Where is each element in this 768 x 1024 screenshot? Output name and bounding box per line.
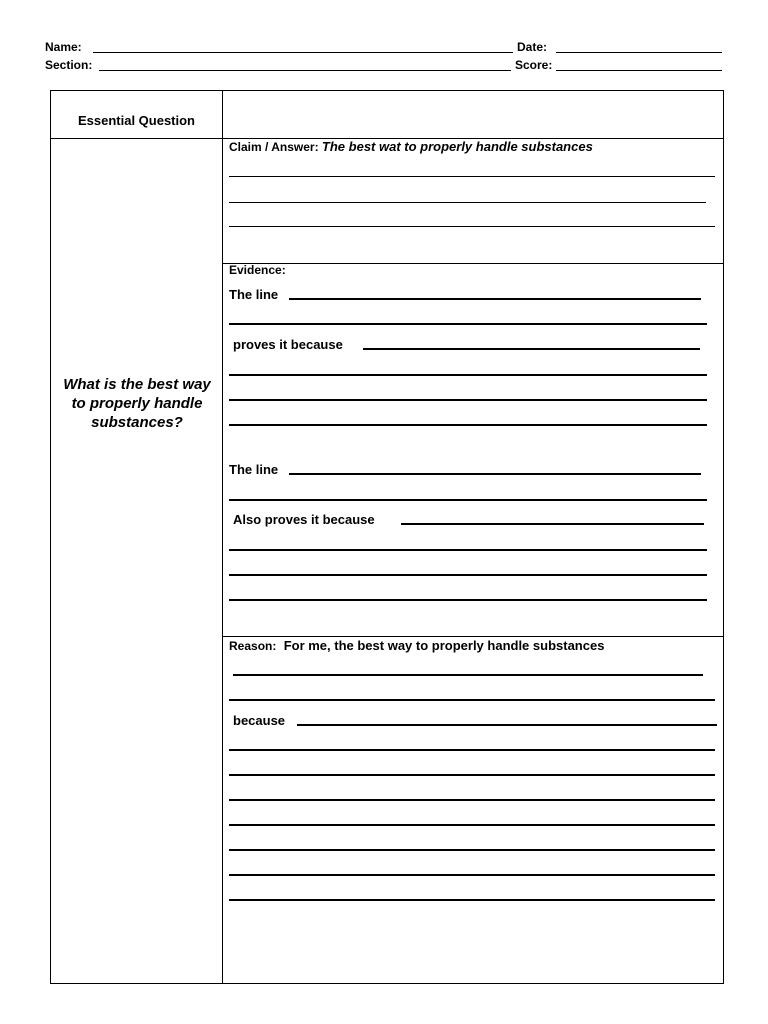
essential-question-label: Essential Question xyxy=(77,113,196,128)
evidence-also-proves-field[interactable] xyxy=(401,523,704,525)
evidence-also-proves-line-3[interactable] xyxy=(229,574,707,576)
evidence-line1-field-2[interactable] xyxy=(229,323,707,325)
evidence-line1-field[interactable] xyxy=(289,298,701,300)
essential-question-text: What is the best way to properly handle substances? xyxy=(63,376,211,431)
date-label: Date: xyxy=(517,40,548,54)
reason-label-row xyxy=(229,638,604,654)
column-divider xyxy=(222,91,223,983)
reason-because-line-5[interactable] xyxy=(229,824,715,826)
reason-line-2[interactable] xyxy=(229,699,715,701)
evidence-proves-line-4[interactable] xyxy=(229,424,707,426)
reason-line-1[interactable] xyxy=(233,674,703,676)
evidence-reason-divider xyxy=(222,636,723,637)
section-field[interactable] xyxy=(99,70,511,71)
reason-because-label: because xyxy=(233,713,286,728)
evidence-also-proves-line-4[interactable] xyxy=(229,599,707,601)
evidence-proves-line-2[interactable] xyxy=(229,374,707,376)
reason-because-line-4[interactable] xyxy=(229,799,715,801)
date-field[interactable] xyxy=(556,52,722,53)
cer-table xyxy=(50,90,724,984)
reason-label: Reason: xyxy=(229,639,277,653)
header-row-name xyxy=(45,40,723,56)
score-field[interactable] xyxy=(556,70,722,71)
claim-answer-line-2[interactable] xyxy=(229,202,706,203)
claim-answer-line-3[interactable] xyxy=(229,226,715,227)
evidence-line2-field-2[interactable] xyxy=(229,499,707,501)
score-label: Score: xyxy=(515,58,553,72)
evidence-label: Evidence: xyxy=(229,263,286,277)
evidence-line1-label: The line xyxy=(229,287,279,302)
claim-evidence-divider xyxy=(222,263,723,264)
evidence-also-proves-label: Also proves it because xyxy=(233,512,375,527)
header-row-section xyxy=(45,58,723,74)
evidence-also-proves-line-2[interactable] xyxy=(229,549,707,551)
section-label: Section: xyxy=(45,58,93,72)
evidence-line2-field[interactable] xyxy=(289,473,701,475)
reason-because-field[interactable] xyxy=(297,724,717,726)
reason-because-line-2[interactable] xyxy=(229,749,715,751)
name-field[interactable] xyxy=(93,52,513,53)
evidence-line2-label: The line xyxy=(229,462,279,477)
reason-because-line-6[interactable] xyxy=(229,849,715,851)
evidence-proves-label: proves it because xyxy=(233,337,343,352)
claim-label: Claim / Answer: xyxy=(229,140,319,154)
reason-because-line-8[interactable] xyxy=(229,899,715,901)
name-label: Name: xyxy=(45,40,82,54)
reason-because-line-7[interactable] xyxy=(229,874,715,876)
claim-prompt: The best wat to properly handle substances xyxy=(321,139,593,154)
claim-answer-line-1[interactable] xyxy=(229,176,715,177)
claim-label-row xyxy=(229,139,593,155)
reason-prompt: For me, the best way to properly handle substances xyxy=(283,638,605,653)
evidence-proves-field[interactable] xyxy=(363,348,700,350)
evidence-proves-line-3[interactable] xyxy=(229,399,707,401)
reason-because-line-3[interactable] xyxy=(229,774,715,776)
